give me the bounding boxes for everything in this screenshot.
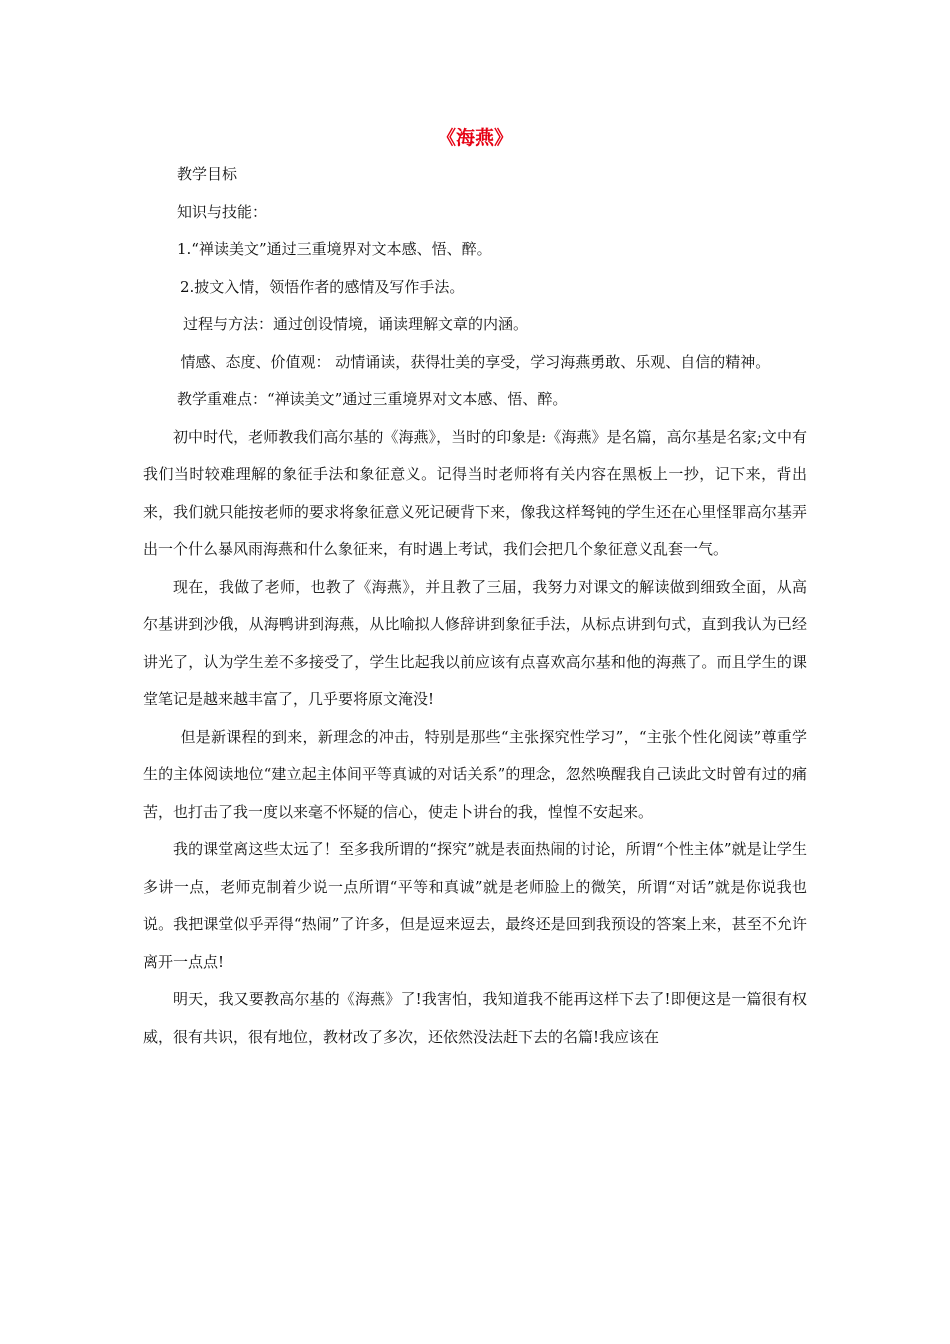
body-paragraph: 但是新课程的到来，新理念的冲击，特别是那些“主张探究性学习”，“主张个性化阅读”尊重学生的主体阅读地位“建立起主体间平等真诚的对话关系”的理念，忽然唤醒我自己读此文时曾有过的痛苦，也打击了我一度以来毫不怀疑的信心，使走卜讲台的我，惶惶不安起来。 xyxy=(143,727,807,821)
body-paragraph: 我的课堂离这些太远了！至多我所谓的“探究”就是表面热闹的讨论，所谓“个性主体”就是让学生多讲一点，老师克制着少说一点所谓“平等和真诚”就是老师脸上的微笑，所谓“对话”就是你说我也说。我把课堂似乎弄得“热闹”了许多，但是逗来逗去，最终还是回到我预设的答案上来，甚至不允许离开一点点! xyxy=(143,840,807,971)
document-body xyxy=(143,156,807,1056)
document-title: 《海燕》 xyxy=(436,127,513,149)
emotion-values-paragraph: 情感、态度、价值观： 动情诵读，获得壮美的享受，学习海燕勇敢、乐观、自信的精神。 xyxy=(180,352,771,371)
body-paragraph: 初中时代，老师教我们高尔基的《海燕》，当时的印象是:《海燕》是名篇，高尔基是名家;文中有我们当时较难理解的象征手法和象征意义。记得当时老师将有关内容在黑板上一抄，记下来，背出来，我们就只能按老师的要求将象征意义死记硬背下来，像我这样驽钝的学生还在心里怪罪高尔基弄出一个什么暴风雨海燕和什么象征来，有时遇上考试，我们会把几个象征意义乱套一气。 xyxy=(143,427,807,558)
objectives-heading: 教学目标 xyxy=(177,165,238,183)
goal-item-1: 1.“禅读美文”通过三重境界对文本感、悟、醉。 xyxy=(177,240,492,258)
body-paragraph: 现在，我做了老师，也教了《海燕》，并且教了三届，我努力对课文的解读做到细致全面，从高尔基讲到沙俄，从海鸭讲到海燕，从比喻拟人修辞讲到象征手法，从标点讲到句式，直到我认为已经讲光了，认为学生差不多接受了，学生比起我以前应该有点喜欢高尔基和他的海燕了。而且学生的课堂笔记是越来越丰富了，几乎要将原文淹没! xyxy=(143,577,807,708)
key-difficulty-line: 教学重难点：“禅读美文”通过三重境界对文本感、悟、醉。 xyxy=(177,390,568,408)
knowledge-heading: 知识与技能： xyxy=(177,202,268,221)
goal-item-2: 2.披文入情，领悟作者的感情及写作手法。 xyxy=(180,277,465,296)
body-paragraph: 明天，我又要教高尔基的《海燕》了!我害怕，我知道我不能再这样下去了!即便这是一篇很有权威，很有共识，很有地位，教材改了多次，还依然没法赶下去的名篇!我应该在 xyxy=(143,990,807,1046)
process-method-line: 过程与方法：通过创设情境，诵读理解文章的内涵。 xyxy=(183,315,529,333)
